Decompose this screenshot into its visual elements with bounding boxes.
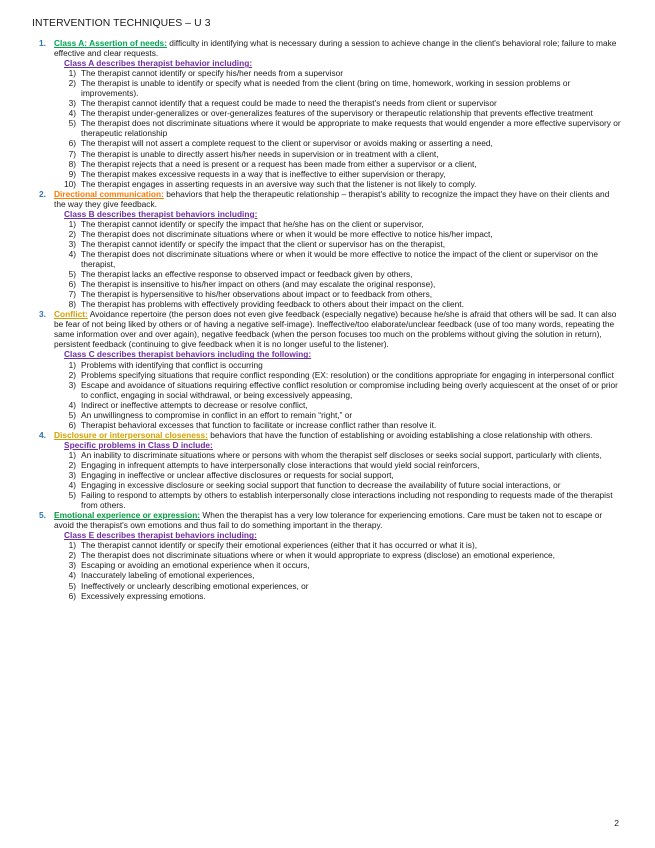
list-item-text: Escape and avoidance of situations requiring effective conflict resolution or compromise including being overly acquiescent at the onset of or prior to conflict, engaging in social withdrawal, or being excessively appeasing, (81, 379, 618, 400)
list-item-text: Problems specifying situations that require conflict responding (EX: resolution) or the conditions appropriate for engaging in interpersonal conflict (81, 369, 614, 380)
list-item-text: Problems with identifying that conflict is occurring (81, 359, 263, 370)
list-item-text: The therapist under-generalizes or over-generalizes features of the supervisory or therapeutic relationship that prevents effective treatment (81, 108, 593, 119)
list-item-number: 9) (68, 168, 76, 179)
list-item-text: Ineffectively or unclearly describing emotional experiences, or (81, 580, 309, 591)
list-item (54, 279, 622, 289)
section-number: 1. (39, 38, 46, 48)
behavior-list (54, 68, 622, 189)
section-number: 3. (39, 309, 46, 320)
document-body (32, 38, 622, 601)
section-2 (32, 189, 622, 310)
behavior-list (54, 540, 622, 600)
list-item-text: The therapist cannot identify that a request could be made to need the therapist's needs from client or supervisor (81, 98, 497, 109)
section-description: behaviors that have the function of establishing or avoiding establishing a close relationship with others. (207, 429, 593, 440)
section-heading: Disclosure or interpersonal closeness: (54, 429, 208, 440)
section-1 (32, 38, 622, 189)
list-item (54, 380, 622, 400)
list-item (54, 540, 622, 550)
list-item-number: 3) (68, 560, 76, 571)
list-item (54, 490, 622, 510)
list-item-number: 2) (68, 550, 76, 561)
list-item (54, 470, 622, 480)
list-item (54, 219, 622, 229)
list-item-text: The therapist is insensitive to his/her impact on others (and may escalate the original response), (81, 279, 436, 290)
section-body (54, 309, 622, 430)
list-item-text: The therapist does not discriminate situations where or when it would be more effective to notice the impact of the client or supervisor on the therapist, (81, 248, 598, 270)
list-item-text: The therapist does not discriminate situations where it would be appropriate to make requests that would engender a more effective supervisory or therapeutic relationship (81, 118, 621, 139)
section-heading: Class A: Assertion of needs: (54, 38, 167, 48)
list-item-number: 6) (68, 590, 76, 601)
class-subheading: Specific problems in Class D include: (64, 439, 213, 450)
list-item-number: 10) (63, 178, 76, 189)
list-item-text: The therapist engages in asserting requests in an aversive way such that the listener is not likely to comply. (81, 178, 477, 189)
class-subheading: Class C describes therapist behaviors including the following: (64, 349, 312, 360)
list-item (54, 591, 622, 601)
section-description: Avoidance repertoire (the person does not even give feedback (especially negative) because he/she is afraid that others will be sad. It can also be fear of not being liked by others or of having a negative self-image). Ineffective/too elaborate/unclear feedback (use of too many words, repeating the same information over and over again), negative feedback (when the person focuses too much on the problems without giving the solution in return), persistent feedback (continuing to give feedback when it is no longer useful to the listener). (54, 309, 617, 350)
list-item (54, 570, 622, 580)
section-number: 4. (39, 429, 46, 440)
list-item-number: 6) (68, 138, 76, 149)
list-item (54, 179, 622, 189)
list-item (54, 159, 622, 169)
list-item-number: 1) (68, 449, 76, 460)
list-item (54, 149, 622, 159)
list-item-number: 5) (68, 580, 76, 591)
list-item-text: The therapist cannot identify or specify their emotional experiences (either that it has occurred or what it is), (81, 540, 478, 551)
list-item (54, 550, 622, 560)
list-item-text: The therapist lacks an effective response to observed impact or feedback given by others, (81, 269, 413, 280)
list-item-text: The therapist is hypersensitive to his/her observations about impact or to feedback from others, (81, 289, 433, 300)
list-item (54, 118, 622, 138)
section-4 (32, 430, 622, 510)
list-item (54, 480, 622, 490)
list-item-text: Indirect or ineffective attempts to decrease or resolve conflict, (81, 399, 308, 410)
document-title: INTERVENTION TECHNIQUES – U 3 (32, 18, 211, 29)
section-paragraph (54, 510, 622, 530)
section-body (54, 510, 622, 600)
list-item-text: Therapist behavioral excesses that function to facilitate or increase conflict rather than resolve it. (81, 419, 437, 430)
list-item (54, 229, 622, 239)
list-item-number: 5) (68, 118, 76, 129)
list-item (54, 78, 622, 98)
list-item-number: 4) (68, 570, 76, 581)
list-item-text: The therapist is unable to identify or specify what is needed from the client (bring on time, homework, working in session problems or improvements). (81, 78, 571, 99)
list-item (54, 410, 622, 420)
list-item-number: 5) (68, 490, 76, 501)
list-item-number: 7) (68, 148, 76, 159)
list-item-text: The therapist is unable to directly assert his/her needs in supervision or in treatment with a client, (81, 148, 439, 159)
class-subheading: Class B describes therapist behaviors including: (64, 208, 258, 219)
list-item-number: 1) (68, 68, 76, 79)
list-item (54, 239, 622, 249)
list-item (54, 269, 622, 279)
section-heading: Conflict: (54, 309, 88, 320)
list-item-text: Engaging in excessive disclosure or seeking social support that function to decrease the availability of future social interactions, or (81, 480, 561, 491)
list-item-number: 3) (68, 470, 76, 481)
section-5 (32, 510, 622, 600)
list-item-text: The therapist will not assert a complete request to the client or supervisor or avoids making or asserting a need, (81, 138, 493, 149)
list-item (54, 68, 622, 78)
list-item-number: 6) (68, 419, 76, 430)
list-item-number: 5) (68, 409, 76, 420)
class-subheading: Class A describes therapist behavior including: (64, 58, 253, 69)
list-item (54, 138, 622, 148)
section-description: behaviors that help the therapeutic relationship – therapist's ability to recognize the impact they have on their clients and the way they give feedback. (54, 188, 610, 209)
list-item-number: 3) (68, 98, 76, 109)
list-item-number: 2) (68, 228, 76, 239)
list-item-text: Escaping or avoiding an emotional experience when it occurs, (81, 560, 310, 571)
list-item-number: 3) (68, 379, 76, 390)
list-item-text: The therapist makes excessive requests in a way that is ineffective to either supervision or therapy, (81, 168, 446, 179)
list-item-number: 5) (68, 269, 76, 280)
list-item-text: Failing to respond to attempts by others to establish interpersonally close interactions including not responding to requests made of the therapist from others. (81, 490, 613, 511)
class-subheading: Class E describes therapist behaviors including: (64, 530, 257, 541)
list-item-number: 8) (68, 299, 76, 310)
list-item-number: 4) (68, 480, 76, 491)
list-item-text: The therapist cannot identify or specify his/her needs from a supervisor (81, 68, 344, 79)
section-paragraph (54, 189, 622, 209)
list-item (54, 450, 622, 460)
section-body (54, 189, 622, 310)
list-item-text: The therapist does not discriminate situations where or when it would be more effective to notice his/her impact, (81, 228, 493, 239)
list-item-number: 8) (68, 158, 76, 169)
section-number: 2. (39, 188, 46, 199)
list-item-number: 4) (68, 399, 76, 410)
behavior-list (54, 450, 622, 510)
list-item-number: 2) (68, 78, 76, 89)
list-item (54, 289, 622, 299)
list-item (54, 370, 622, 380)
list-item-text: An inability to discriminate situations where or persons with whom the therapist self discloses or seeks social support, particularly with clients, (81, 449, 602, 460)
list-item (54, 460, 622, 470)
list-item-number: 7) (68, 289, 76, 300)
list-item-number: 4) (68, 108, 76, 119)
list-item (54, 420, 622, 430)
section-body (54, 38, 622, 189)
list-item (54, 360, 622, 370)
list-item-text: Inaccurately labeling of emotional experiences, (81, 570, 255, 581)
list-item-number: 1) (68, 218, 76, 229)
section-description: When the therapist has a very low tolerance for experiencing emotions. Care must be taken not to escape or avoid the therapist's own emotions and thus fail to do something important in the therapy. (54, 510, 603, 531)
behavior-list (54, 219, 622, 309)
list-item-number: 2) (68, 459, 76, 470)
list-item (54, 108, 622, 118)
section-paragraph (54, 38, 622, 58)
section-paragraph (54, 430, 622, 440)
section-body (54, 430, 622, 510)
section-3 (32, 309, 622, 430)
section-heading: Emotional experience or expression: (54, 510, 201, 521)
list-item-text: Excessively expressing emotions. (81, 590, 206, 601)
list-item (54, 169, 622, 179)
list-item-text: An unwillingness to compromise in conflict in an effort to remain “right,” or (81, 409, 353, 420)
list-item-text: The therapist rejects that a need is present or a request has been made from either a supervisor or a client, (81, 158, 477, 169)
list-item (54, 560, 622, 570)
list-item-number: 4) (68, 248, 76, 259)
list-item (54, 299, 622, 309)
list-item (54, 98, 622, 108)
list-item-number: 3) (68, 238, 76, 249)
list-item-text: The therapist has problems with effectively providing feedback to others about their impact on the client. (81, 299, 464, 310)
list-item (54, 249, 622, 269)
section-description: difficulty in identifying what is necessary during a session to achieve change in the client's behavioral role; failure to make effective and clear requests. (54, 38, 617, 59)
behavior-list (54, 360, 622, 430)
page-number: 2 (614, 818, 619, 828)
list-item-number: 6) (68, 279, 76, 290)
list-item-text: Engaging in infrequent attempts to have interpersonally close interactions that would yield social reinforcers, (81, 459, 480, 470)
list-item-text: The therapist cannot identify or specify the impact that he/she has on the client or supervisor, (81, 218, 424, 229)
list-item-number: 1) (68, 540, 76, 551)
section-heading: Directional communication: (54, 188, 164, 199)
section-number: 5. (39, 510, 46, 521)
list-item-number: 2) (68, 369, 76, 380)
list-item-text: Engaging in ineffective or unclear affective disclosures or requests for social support, (81, 470, 394, 481)
section-paragraph (54, 309, 622, 349)
list-item (54, 400, 622, 410)
list-item-text: The therapist cannot identify or specify the impact that the client or supervisor has on the therapist, (81, 238, 446, 249)
list-item (54, 581, 622, 591)
list-item-text: The therapist does not discriminate situations where or when it would appropriate to express (disclose) an emotional experience, (81, 550, 555, 561)
list-item-number: 1) (68, 359, 76, 370)
